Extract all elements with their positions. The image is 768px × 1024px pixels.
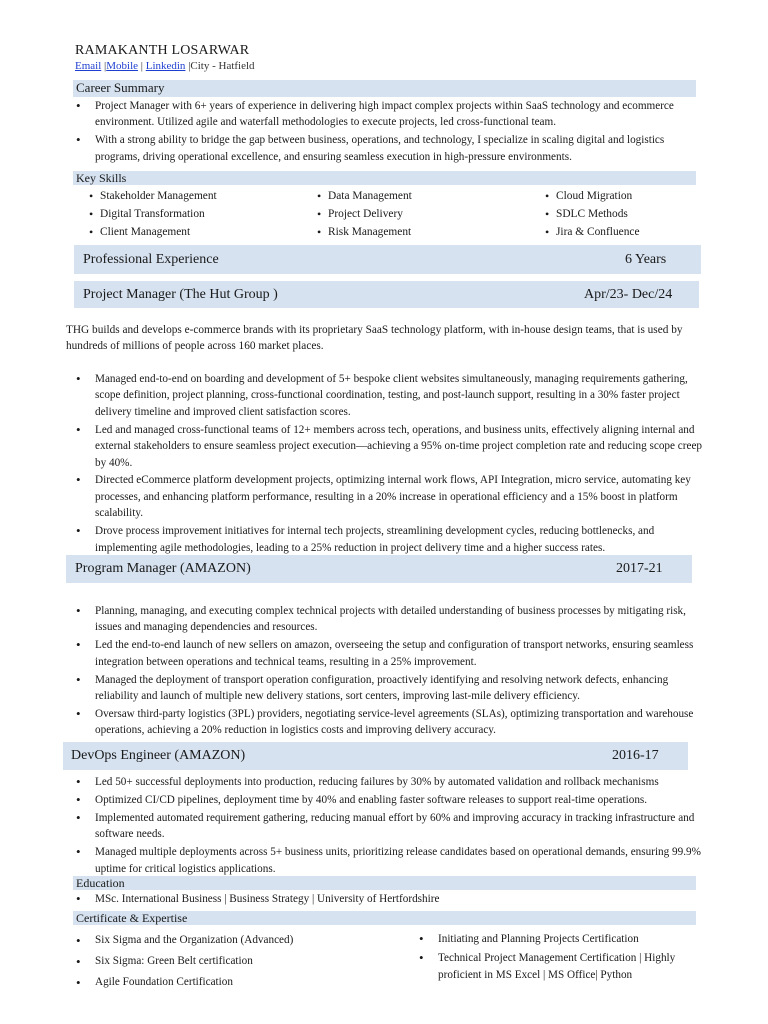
list-item: • Managed the deployment of transport operation configuration, proactively identifying and resolving network defects, enhancing reliability and launch of multiple new delivery stations, sort centers, improving last-mile delivery efficiency. (73, 672, 709, 705)
skill-item: • Cloud Migration (544, 187, 704, 205)
career-summary-header-bar (73, 80, 696, 97)
list-item: • Planning, managing, and executing complex technical projects with detailed understanding of business processes by mitigating risk, issues and managing dependencies and resources. (73, 603, 709, 636)
job-bullets (73, 774, 709, 878)
separator: | (101, 60, 107, 72)
list-item: • Led the end-to-end launch of new sellers on amazon, overseeing the setup and configuration of transport networks, ensuring seamless integration between operations and technical teams, resulting in a 25% improvement. (73, 637, 709, 670)
skill-item: • Jira & Confluence (544, 223, 704, 241)
skills-column-2 (316, 187, 526, 241)
list-item: • Optimized CI/CD pipelines, deployment time by 40% and enabling faster software releases to support real-time operations. (73, 792, 709, 808)
career-summary-list (73, 98, 693, 167)
list-item: • Led and managed cross-functional teams of 12+ members across tech, operations, and business units, effectively aligning internal and external stakeholders to ensure seamless project execution—achieving a 95% on-time project completion rate and reducing scope creep by 40%. (73, 422, 709, 471)
skills-column-3 (544, 187, 704, 241)
list-item: • Managed end-to-end on boarding and development of 5+ bespoke client websites simultaneously, managing requirements gathering, scope definition, project planning, cross-functional coordination, testing, and post-launch support, resulting in a 30% faster project delivery timeline and improved client satisfaction scores. (73, 371, 709, 420)
skill-item: • Client Management (88, 223, 298, 241)
email-link[interactable]: Email (75, 60, 102, 72)
candidate-name: RAMAKANTH LOSARWAR (75, 43, 250, 58)
list-item: • With a strong ability to bridge the gap between business, operations, and technology, I specialize in scaling digital and logistics programs, driving operational excellence, and ensuring seamless execution in high-pressure environments. (73, 132, 693, 165)
skill-item: • Data Management (316, 187, 526, 205)
certificates-right-list (416, 931, 706, 985)
job-bullets (73, 371, 709, 557)
education-header-bar (73, 876, 696, 890)
skill-item: • Stakeholder Management (88, 187, 298, 205)
key-skills-title: Key Skills (76, 171, 127, 185)
list-item: • Agile Foundation Certification (73, 973, 403, 993)
job-dates: 2017-21 (616, 561, 663, 576)
list-item: • Six Sigma: Green Belt certification (73, 952, 403, 972)
education-title: Education (76, 876, 125, 890)
list-item: • Six Sigma and the Organization (Advanced) (73, 931, 403, 951)
skill-item: • Digital Transformation (88, 205, 298, 223)
skill-item: • Project Delivery (316, 205, 526, 223)
job-title: Project Manager (The Hut Group ) (83, 287, 278, 302)
contact-line (75, 60, 255, 72)
list-item: • Initiating and Planning Projects Certification (416, 931, 706, 947)
location-text: City - Hatfield (190, 60, 255, 72)
professional-experience-title: Professional Experience (83, 252, 219, 267)
list-item: • Technical Project Management Certification | Highly proficient in MS Excel | MS Office| Python (416, 950, 706, 983)
job-bullets (73, 603, 709, 740)
list-item: • Project Manager with 6+ years of experience in delivering high impact complex projects within SaaS technology and ecommerce environment. Utilized agile and waterfall methodologies to execute projects, led cross-functional team. (73, 98, 693, 131)
experience-years: 6 Years (625, 252, 667, 267)
skills-column-1 (88, 187, 298, 241)
list-item: • Directed eCommerce platform development projects, optimizing internal work flows, API Integration, micro service, automating key processes, and enhancing platform performance, resulting in a 20% increase in operational efficiency and a 15% boost in platform scalability. (73, 472, 709, 521)
job-dates: Apr/23- Dec/24 (584, 287, 673, 302)
skill-item: • SDLC Methods (544, 205, 704, 223)
job-title: Program Manager (AMAZON) (75, 561, 251, 576)
job-title: DevOps Engineer (AMAZON) (71, 748, 246, 763)
company-intro: THG builds and develops e-commerce brands with its proprietary SaaS technology platform, with in-house design teams, that is used by hundreds of millions of people across 160 market places. (66, 324, 683, 353)
list-item: • Managed multiple deployments across 5+ business units, prioritizing release candidates based on operational demands, ensuring 99.9% uptime for critical logistics applications. (73, 844, 709, 877)
separator: | (138, 60, 146, 72)
list-item: • Oversaw third-party logistics (3PL) providers, negotiating service-level agreements (SLAs), optimizing transportation and warehouse operations, achieving a 20% reduction in logistics costs and improving delivery accuracy. (73, 706, 709, 739)
key-skills-header-bar (73, 171, 696, 185)
skill-item: • Risk Management (316, 223, 526, 241)
list-item: • Implemented automated requirement gathering, reducing manual effort by 60% and improving accuracy in tracking infrastructure and software needs. (73, 810, 709, 843)
education-list (73, 891, 693, 909)
mobile-link[interactable]: Mobile (106, 60, 139, 72)
list-item: • Drove process improvement initiatives for internal tech projects, streamlining development cycles, reducing bottlenecks, and implementing agile methodologies, leading to a 25% reduction in project delivery time and a higher success rates. (73, 523, 709, 556)
career-summary-title: Career Summary (76, 80, 165, 95)
certificates-title: Certificate & Expertise (76, 911, 188, 925)
job-dates: 2016-17 (612, 748, 659, 763)
certificates-left-list (73, 931, 403, 994)
separator: | (185, 60, 191, 72)
list-item: • Led 50+ successful deployments into production, reducing failures by 30% by automated validation and rollback mechanisms (73, 774, 709, 790)
list-item: • MSc. International Business | Business Strategy | University of Hertfordshire (73, 891, 693, 907)
linkedin-link[interactable]: Linkedin (145, 60, 186, 72)
